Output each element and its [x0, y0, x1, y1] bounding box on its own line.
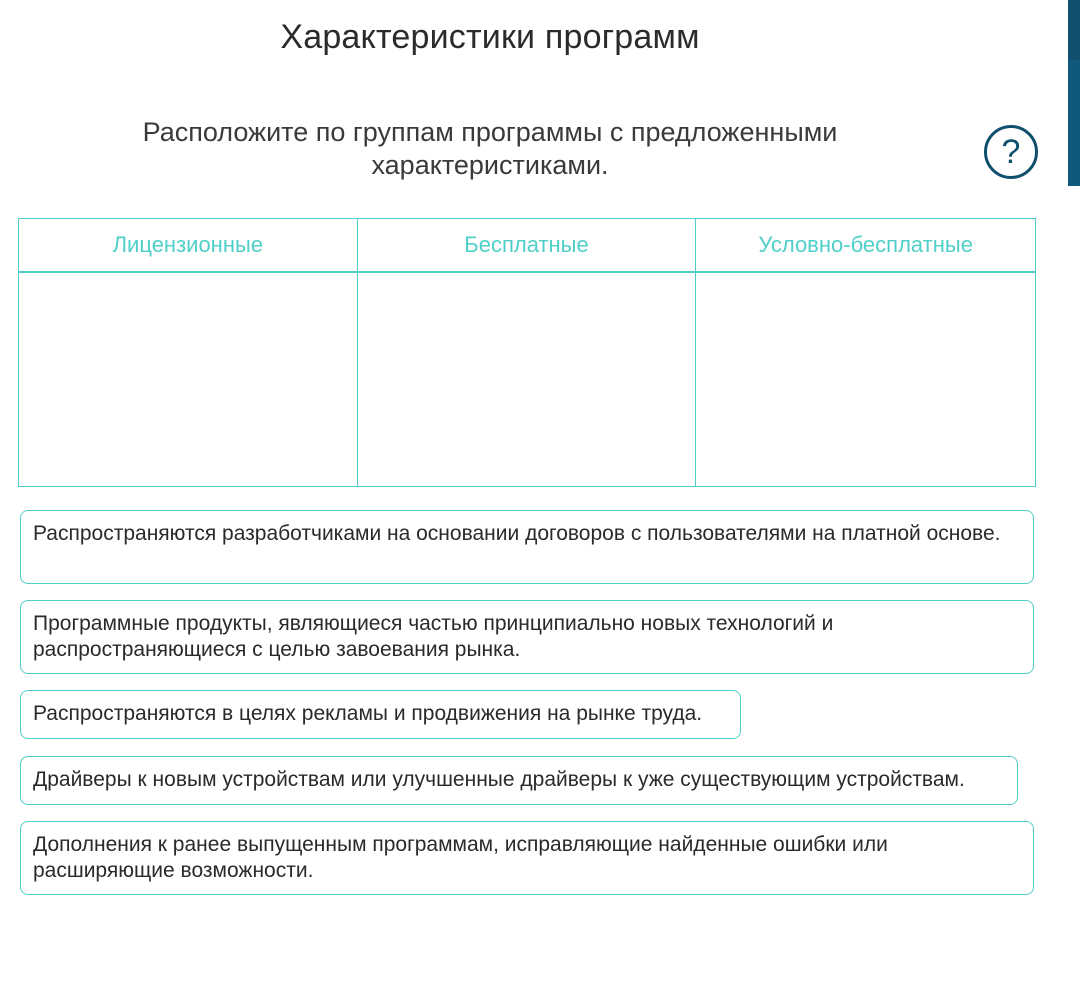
draggable-card[interactable]: Драйверы к новым устройствам или улучшенные драйверы к уже существующим устройствам.: [20, 756, 1018, 805]
drop-zone-shareware[interactable]: [696, 273, 1035, 486]
side-accent-bar: [1068, 0, 1080, 60]
drop-zone-licensed[interactable]: [19, 273, 358, 486]
task-instruction: Расположите по группам программы с предложенными характеристиками.: [142, 117, 838, 180]
page-title: Характеристики программ: [280, 18, 700, 56]
groups-table: [18, 218, 1036, 487]
drop-zone-free[interactable]: [358, 273, 697, 486]
draggable-card[interactable]: Дополнения к ранее выпущенным программам, исправляющие найденные ошибки или расширяющие возможности.: [20, 821, 1034, 895]
help-button[interactable]: [984, 125, 1038, 179]
group-header-licensed: Лицензионные: [19, 219, 358, 273]
side-accent-bar-lower: [1068, 60, 1080, 186]
question-icon: ?: [1001, 133, 1021, 171]
group-header-shareware: Условно-бесплатные: [696, 219, 1035, 273]
draggable-card[interactable]: Распространяются в целях рекламы и продвижения на рынке труда.: [20, 690, 741, 739]
draggable-card[interactable]: Распространяются разработчиками на основании договоров с пользователями на платной основе.: [20, 510, 1034, 584]
draggable-card[interactable]: Программные продукты, являющиеся частью принципиально новых технологий и распространяющиеся с целью завоевания рынка.: [20, 600, 1034, 674]
group-header-free: Бесплатные: [358, 219, 697, 273]
